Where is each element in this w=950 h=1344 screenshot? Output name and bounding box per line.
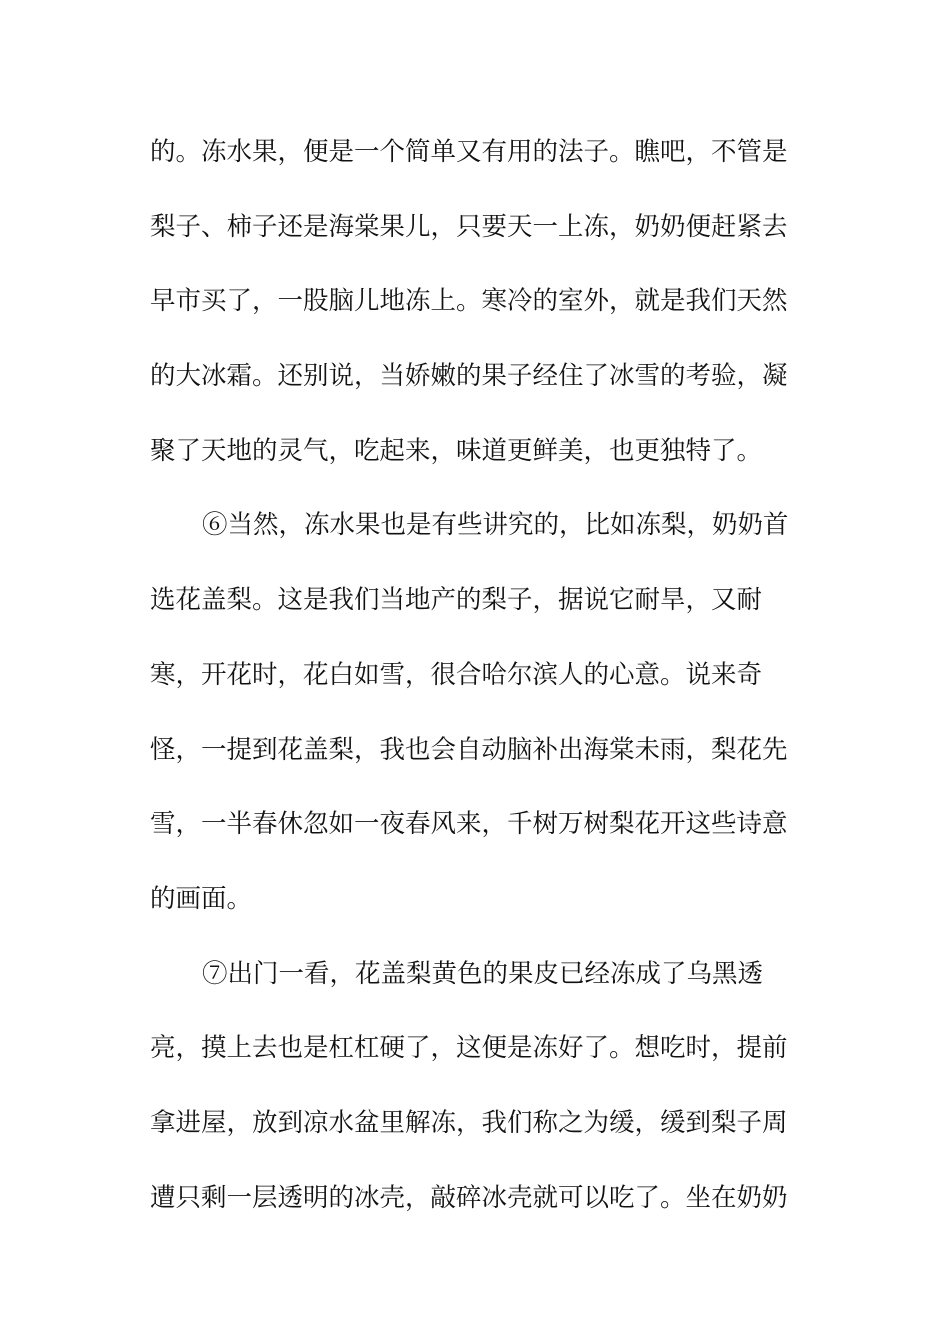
text-line: 的大冰霜。还别说，当娇嫩的果子经住了冰雪的考验，凝: [150, 361, 788, 392]
paragraph-start-line: ⑥当然，冻水果也是有些讲究的，比如冻梨，奶奶首: [202, 510, 789, 541]
text-line: 聚了天地的灵气，吃起来，味道更鲜美，也更独特了。: [150, 435, 763, 466]
text-line: 雪，一半春休忽如一夜春风来，千树万树梨花开这些诗意: [150, 809, 788, 840]
text-line: 梨子、柿子还是海棠果儿，只要天一上冻，奶奶便赶紧去: [150, 211, 788, 242]
text-line: 早市买了，一股脑儿地冻上。寒冷的室外，就是我们天然: [150, 286, 788, 317]
text-line: 亮，摸上去也是杠杠硬了，这便是冻好了。想吃时，提前: [150, 1033, 788, 1064]
body-text: [150, 126, 800, 1246]
text-line: 遭只剩一层透明的冰壳，敲碎冰壳就可以吃了。坐在奶奶: [150, 1182, 788, 1213]
paragraph-start-line: ⑦出门一看，花盖梨黄色的果皮已经冻成了乌黑透: [202, 958, 764, 989]
text-line: 的。冻水果，便是一个简单又有用的法子。瞧吧，不管是: [150, 137, 788, 167]
text-line: 拿进屋，放到凉水盆里解冻，我们称之为缓，缓到梨子周: [150, 1107, 788, 1138]
text-line: 寒，开花时，花白如雪，很合哈尔滨人的心意。说来奇: [150, 659, 763, 690]
text-line: 选花盖梨。这是我们当地产的梨子，据说它耐旱，又耐: [150, 585, 763, 616]
text-line: 的画面。: [150, 883, 253, 914]
text-line: 怪，一提到花盖梨，我也会自动脑补出海棠未雨，梨花先: [150, 734, 788, 765]
